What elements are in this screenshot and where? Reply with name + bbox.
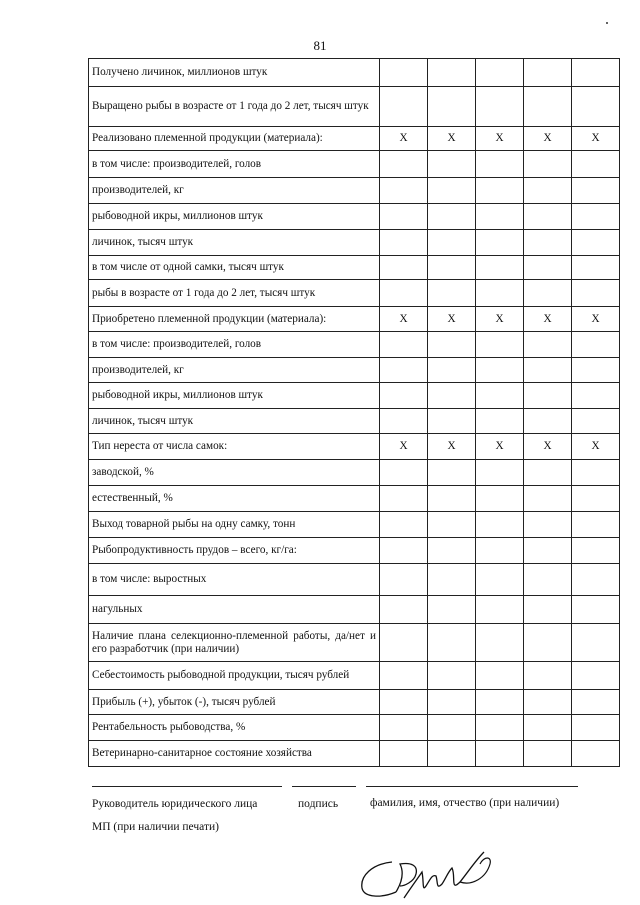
empty-cell	[572, 383, 620, 409]
signature-label: подпись	[298, 798, 339, 810]
empty-cell	[380, 624, 428, 662]
name-line	[366, 786, 578, 787]
page-number: 81	[313, 38, 327, 53]
empty-cell	[524, 486, 572, 512]
empty-cell	[380, 230, 428, 256]
empty-cell	[380, 332, 428, 358]
empty-cell	[428, 741, 476, 767]
empty-cell	[380, 87, 428, 127]
table-row	[89, 538, 620, 564]
empty-cell	[428, 151, 476, 178]
row-label: Реализовано племенной продукции (материала):	[89, 127, 380, 151]
report-table-body	[89, 59, 620, 767]
empty-cell	[476, 178, 524, 204]
empty-cell	[380, 564, 428, 596]
handwritten-signature	[352, 842, 502, 902]
empty-cell	[380, 460, 428, 486]
empty-cell	[476, 256, 524, 280]
x-mark-cell: X	[476, 307, 524, 332]
row-label: Получено личинок, миллионов штук	[89, 59, 380, 87]
empty-cell	[380, 256, 428, 280]
table-row	[89, 460, 620, 486]
empty-cell	[524, 624, 572, 662]
empty-cell	[380, 538, 428, 564]
table-row	[89, 486, 620, 512]
empty-cell	[428, 87, 476, 127]
empty-cell	[476, 409, 524, 434]
table-row	[89, 409, 620, 434]
empty-cell	[380, 662, 428, 690]
empty-cell	[476, 280, 524, 307]
empty-cell	[524, 538, 572, 564]
empty-cell	[428, 230, 476, 256]
table-row	[89, 256, 620, 280]
empty-cell	[572, 280, 620, 307]
row-label: Прибыль (+), убыток (-), тысяч рублей	[89, 690, 380, 715]
x-mark-cell: X	[380, 307, 428, 332]
empty-cell	[524, 383, 572, 409]
empty-cell	[476, 358, 524, 383]
empty-cell	[524, 358, 572, 383]
row-label: Выход товарной рыбы на одну самку, тонн	[89, 512, 380, 538]
table-row	[89, 690, 620, 715]
empty-cell	[476, 741, 524, 767]
empty-cell	[428, 59, 476, 87]
table-row	[89, 332, 620, 358]
empty-cell	[428, 624, 476, 662]
empty-cell	[380, 596, 428, 624]
empty-cell	[428, 538, 476, 564]
empty-cell	[428, 409, 476, 434]
empty-cell	[476, 332, 524, 358]
empty-cell	[380, 178, 428, 204]
empty-cell	[524, 332, 572, 358]
empty-cell	[572, 59, 620, 87]
head-label: Руководитель юридического лица	[92, 798, 258, 810]
empty-cell	[428, 383, 476, 409]
empty-cell	[572, 204, 620, 230]
empty-cell	[524, 741, 572, 767]
table-row	[89, 87, 620, 127]
row-label: Приобретено племенной продукции (материала):	[89, 307, 380, 332]
empty-cell	[524, 230, 572, 256]
empty-cell	[380, 358, 428, 383]
empty-cell	[524, 87, 572, 127]
empty-cell	[380, 409, 428, 434]
empty-cell	[428, 564, 476, 596]
row-label: в том числе от одной самки, тысяч штук	[89, 256, 380, 280]
table-row	[89, 178, 620, 204]
table-row	[89, 512, 620, 538]
empty-cell	[524, 715, 572, 741]
empty-cell	[572, 564, 620, 596]
row-label: в том числе: производителей, голов	[89, 332, 380, 358]
empty-cell	[524, 690, 572, 715]
empty-cell	[476, 690, 524, 715]
empty-cell	[380, 512, 428, 538]
empty-cell	[524, 280, 572, 307]
table-row	[89, 596, 620, 624]
row-label: Наличие плана селекционно-племенной работы, да/нет и его разработчик (при наличии)	[89, 624, 380, 662]
x-mark-cell: X	[524, 307, 572, 332]
row-label: личинок, тысяч штук	[89, 230, 380, 256]
empty-cell	[428, 715, 476, 741]
empty-cell	[572, 230, 620, 256]
empty-cell	[428, 332, 476, 358]
empty-cell	[380, 741, 428, 767]
row-label: рыбоводной икры, миллионов штук	[89, 204, 380, 230]
empty-cell	[428, 178, 476, 204]
empty-cell	[380, 151, 428, 178]
empty-cell	[428, 662, 476, 690]
table-row	[89, 230, 620, 256]
signature-line	[292, 786, 356, 787]
empty-cell	[572, 486, 620, 512]
row-label: нагульных	[89, 596, 380, 624]
empty-cell	[572, 178, 620, 204]
x-mark-cell: X	[524, 434, 572, 460]
x-mark-cell: X	[476, 434, 524, 460]
empty-cell	[476, 662, 524, 690]
row-label: Рыбопродуктивность прудов – всего, кг/га:	[89, 538, 380, 564]
empty-cell	[524, 460, 572, 486]
empty-cell	[572, 460, 620, 486]
table-row	[89, 434, 620, 460]
row-label: рыбы в возрасте от 1 года до 2 лет, тысяч штук	[89, 280, 380, 307]
x-mark-cell: X	[428, 307, 476, 332]
empty-cell	[380, 204, 428, 230]
empty-cell	[380, 715, 428, 741]
empty-cell	[524, 662, 572, 690]
row-label: рыбоводной икры, миллионов штук	[89, 383, 380, 409]
stamp-label: МП (при наличии печати)	[92, 821, 219, 833]
row-label: естественный, %	[89, 486, 380, 512]
empty-cell	[428, 256, 476, 280]
empty-cell	[572, 332, 620, 358]
table-row	[89, 280, 620, 307]
empty-cell	[524, 204, 572, 230]
scan-speck	[606, 22, 608, 24]
empty-cell	[380, 690, 428, 715]
empty-cell	[428, 512, 476, 538]
empty-cell	[572, 662, 620, 690]
x-mark-cell: X	[476, 127, 524, 151]
table-row	[89, 358, 620, 383]
empty-cell	[524, 596, 572, 624]
row-label: в том числе: производителей, голов	[89, 151, 380, 178]
empty-cell	[428, 358, 476, 383]
empty-cell	[572, 409, 620, 434]
table-row	[89, 383, 620, 409]
row-label: Тип нереста от числа самок:	[89, 434, 380, 460]
table-row	[89, 564, 620, 596]
x-mark-cell: X	[380, 434, 428, 460]
row-label: Ветеринарно-санитарное состояние хозяйства	[89, 741, 380, 767]
empty-cell	[524, 178, 572, 204]
x-mark-cell: X	[572, 434, 620, 460]
empty-cell	[572, 596, 620, 624]
empty-cell	[572, 624, 620, 662]
empty-cell	[380, 486, 428, 512]
empty-cell	[476, 564, 524, 596]
x-mark-cell: X	[428, 434, 476, 460]
empty-cell	[572, 690, 620, 715]
name-label: фамилия, имя, отчество (при наличии)	[370, 797, 560, 809]
table-row	[89, 59, 620, 87]
empty-cell	[428, 280, 476, 307]
table-row	[89, 127, 620, 151]
table-row	[89, 741, 620, 767]
empty-cell	[476, 624, 524, 662]
x-mark-cell: X	[572, 127, 620, 151]
empty-cell	[476, 59, 524, 87]
empty-cell	[476, 512, 524, 538]
empty-cell	[476, 87, 524, 127]
table-row	[89, 204, 620, 230]
empty-cell	[476, 538, 524, 564]
row-label: в том числе: выростных	[89, 564, 380, 596]
row-label: производителей, кг	[89, 358, 380, 383]
empty-cell	[428, 596, 476, 624]
empty-cell	[476, 383, 524, 409]
report-table	[88, 58, 620, 767]
empty-cell	[476, 596, 524, 624]
row-label: производителей, кг	[89, 178, 380, 204]
table-row	[89, 307, 620, 332]
empty-cell	[524, 59, 572, 87]
empty-cell	[572, 538, 620, 564]
empty-cell	[476, 715, 524, 741]
x-mark-cell: X	[380, 127, 428, 151]
empty-cell	[380, 280, 428, 307]
row-label: личинок, тысяч штук	[89, 409, 380, 434]
empty-cell	[524, 409, 572, 434]
empty-cell	[428, 460, 476, 486]
row-label: Выращено рыбы в возрасте от 1 года до 2 лет, тысяч штук	[89, 87, 380, 127]
table-row	[89, 662, 620, 690]
empty-cell	[428, 486, 476, 512]
empty-cell	[380, 383, 428, 409]
empty-cell	[572, 87, 620, 127]
empty-cell	[572, 256, 620, 280]
empty-cell	[572, 358, 620, 383]
empty-cell	[476, 230, 524, 256]
head-line	[92, 786, 282, 787]
table-row	[89, 715, 620, 741]
empty-cell	[572, 741, 620, 767]
empty-cell	[476, 460, 524, 486]
empty-cell	[524, 564, 572, 596]
row-label: Рентабельность рыбоводства, %	[89, 715, 380, 741]
empty-cell	[572, 151, 620, 178]
empty-cell	[524, 512, 572, 538]
x-mark-cell: X	[428, 127, 476, 151]
empty-cell	[380, 59, 428, 87]
empty-cell	[572, 715, 620, 741]
empty-cell	[428, 204, 476, 230]
empty-cell	[524, 151, 572, 178]
empty-cell	[476, 204, 524, 230]
empty-cell	[476, 151, 524, 178]
empty-cell	[524, 256, 572, 280]
x-mark-cell: X	[524, 127, 572, 151]
table-row	[89, 624, 620, 662]
empty-cell	[428, 690, 476, 715]
row-label: заводской, %	[89, 460, 380, 486]
row-label: Себестоимость рыбоводной продукции, тысяч рублей	[89, 662, 380, 690]
empty-cell	[476, 486, 524, 512]
table-row	[89, 151, 620, 178]
empty-cell	[572, 512, 620, 538]
x-mark-cell: X	[572, 307, 620, 332]
